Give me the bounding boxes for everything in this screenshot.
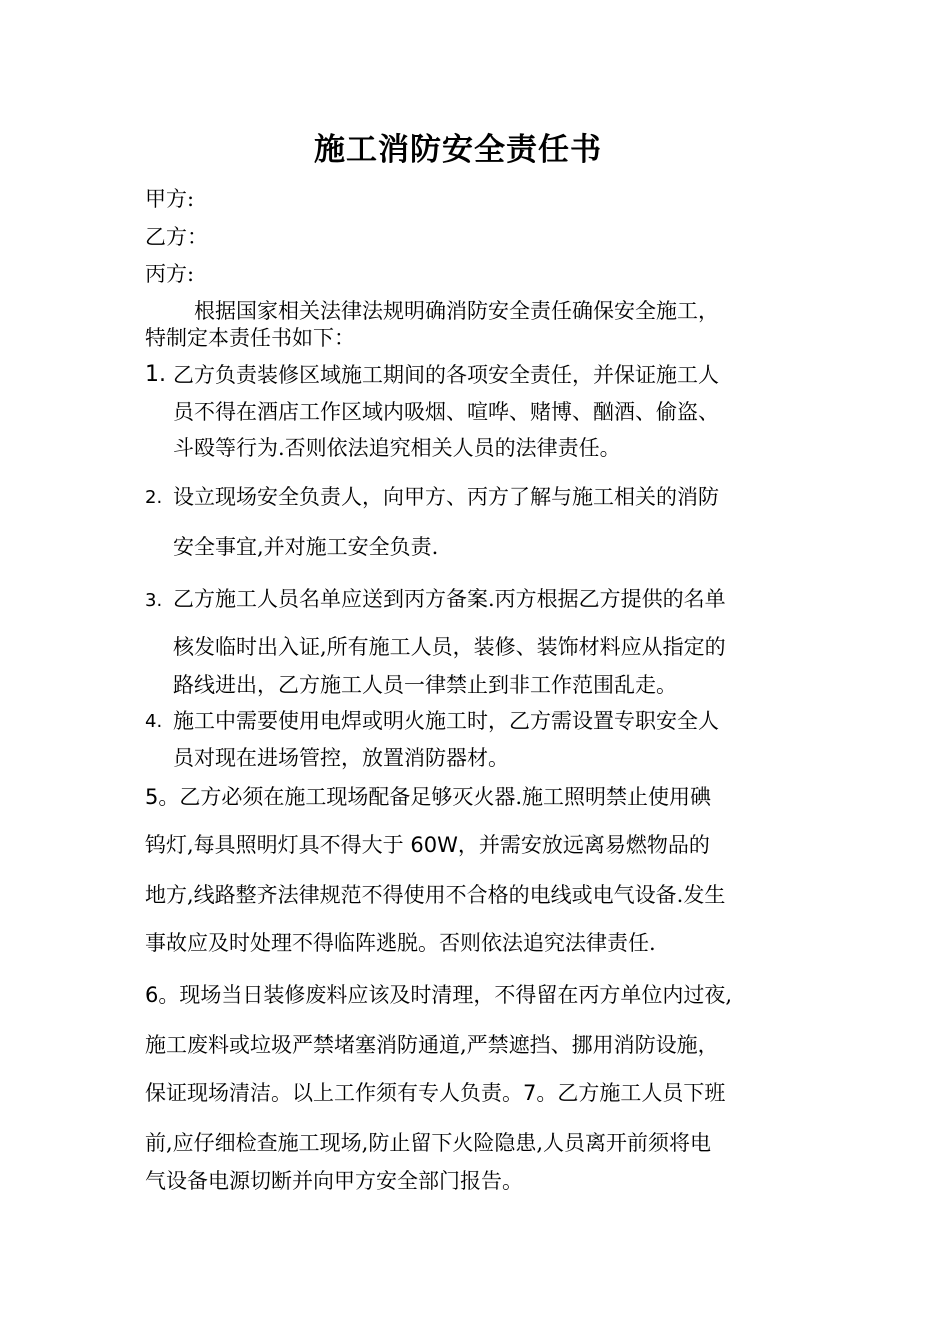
clause-1-line-1: 乙方负责装修区域施工期间的各项安全责任，并保证施工人	[173, 363, 719, 387]
clause-7-line-2: 前,应仔细检查施工现场,防止留下火险隐患,人员离开前须将电	[145, 1131, 712, 1155]
clause-6-number: 6	[145, 983, 159, 1007]
document-title: 施工消防安全责任书	[314, 132, 602, 168]
clause-6-text-3: 保证现场清洁。以上工作须有专人负责。	[145, 1081, 523, 1105]
clause-4-line-2: 员对现在进场管控，放置消防器材。	[173, 746, 509, 770]
clause-3-line-1: 乙方施工人员名单应送到丙方备案.丙方根据乙方提供的名单	[173, 587, 726, 611]
intro-line-2: 特制定本责任书如下：	[145, 326, 355, 350]
clause-5-text-2b: ，并需安放远离易燃物品的	[457, 833, 710, 857]
clause-3-line-3: 路线进出，乙方施工人员一律禁止到非工作范围乱走。	[173, 673, 677, 697]
clause-3-line-2: 核发临时出入证,所有施工人员，装修、装饰材料应从指定的	[173, 635, 726, 659]
clause-6-line-3	[145, 1078, 725, 1108]
clause-7-line-3: 气设备电源切断并向甲方安全部门报告。	[145, 1169, 523, 1193]
clause-1-number: 1.	[145, 362, 166, 387]
clause-3-number: 3.	[145, 590, 163, 611]
clause-5-line-4: 事故应及时处理不得临阵逃脱。否则依法追究法律责任.	[145, 931, 656, 955]
clause-2-number: 2.	[145, 487, 163, 508]
clause-4-line-1: 施工中需要使用电焊或明火施工时，乙方需设置专职安全人	[173, 709, 719, 733]
clause-2-line-2: 安全事宜,并对施工安全负责.	[173, 535, 439, 559]
intro-line-1: 根据国家相关法律法规明确消防安全责任确保安全施工，	[194, 299, 719, 323]
clause-1-line-2: 员不得在酒店工作区域内吸烟、喧哗、赌博、酗酒、偷盗、	[173, 400, 719, 424]
party-c-label: 丙方:	[145, 262, 195, 286]
clause-6-text-1: 。现场当日装修废料应该及时清理，不得留在丙方单位内过夜,	[158, 983, 733, 1007]
clause-7-number: 7	[523, 1081, 537, 1105]
clause-4-number: 4.	[145, 711, 163, 732]
clause-5-line-2	[145, 830, 710, 860]
clause-5-line-3: 地方,线路整齐法律规范不得使用不合格的电线或电气设备.发生	[145, 883, 726, 907]
clause-2-line-1: 设立现场安全负责人，向甲方、丙方了解与施工相关的消防	[173, 485, 719, 509]
clause-5-number: 5	[145, 785, 159, 809]
clause-5-line-1	[145, 782, 711, 812]
party-b-label: 乙方：	[145, 225, 208, 249]
clause-7-text-1: 。乙方施工人员下班	[536, 1081, 726, 1105]
clause-5-text-1: 。乙方必须在施工现场配备足够灭火器.施工照明禁止使用碘	[158, 785, 712, 809]
clause-1-line-3: 斗殴等行为.否则依法追究相关人员的法律责任。	[173, 436, 621, 460]
clause-6-line-2: 施工废料或垃圾严禁堵塞消防通道,严禁遮挡、挪用消防设施，	[145, 1033, 719, 1057]
clause-5-text-2a: 钨灯,每具照明灯具不得大于	[145, 833, 411, 857]
party-a-label: 甲方:	[145, 187, 195, 211]
clause-5-wattage: 60W	[410, 833, 458, 857]
clause-6-line-1	[145, 980, 732, 1010]
